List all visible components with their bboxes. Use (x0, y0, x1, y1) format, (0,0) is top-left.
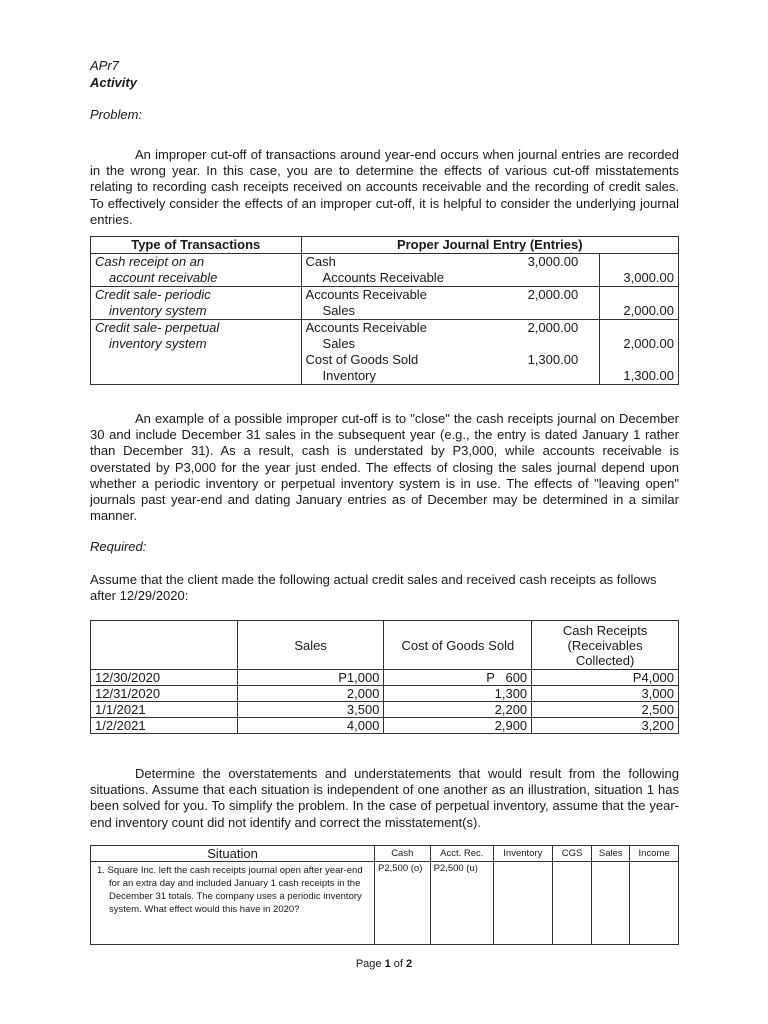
account-name: Cash (305, 254, 336, 269)
header-sales: Sales (592, 846, 630, 862)
journal-entry-row (91, 352, 679, 368)
header-line: Cash Receipts (562, 622, 648, 638)
transaction-type: Cash receipt on an (91, 254, 302, 271)
page-label: Page (355, 958, 385, 970)
problem-heading: Problem: (90, 107, 143, 122)
date: 1/1/2021 (91, 702, 238, 718)
account-name: Accounts Receivable (305, 287, 427, 302)
transaction-type (91, 368, 302, 385)
credit-amount (600, 287, 679, 304)
debit-amount (524, 303, 600, 320)
sales-row (91, 670, 679, 686)
header-sales: Sales (237, 621, 384, 670)
date: 1/2/2021 (91, 718, 238, 734)
header-line: Collected) (575, 652, 635, 668)
problem-paragraph: An improper cut-off of transactions around year-end occurs when journal entries are recorded in the wrong year. In this case, you are to determine the effects of various cut-off misstatements relating to recording cash receipts received on accounts receivable and the recording of credit sales. To effectively consider the effects of an improper cut-off, it is helpful to consider the underlying journal entries. (90, 147, 679, 227)
header-cash-receipts (532, 621, 679, 670)
account-name: Accounts Receivable (301, 270, 524, 287)
journal-entry-table (90, 236, 679, 385)
sales-row (91, 718, 679, 734)
sales-effect (592, 862, 630, 945)
transaction-type: inventory system (91, 303, 302, 320)
cgs-value: 2,900 (384, 718, 532, 734)
credit-amount (600, 320, 679, 337)
page-current: 1 (384, 958, 391, 970)
situation-text: 1. Square Inc. left the cash receipts journal open after year-end for an extra day and included January 1 cash receipts in the December 31 totals. The company uses a periodic inventory system. What effect would this have in 2020? (97, 865, 363, 915)
required-paragraph: Assume that the client made the following actual credit sales and received cash receipts as follows after 12/29/2020: (90, 572, 657, 604)
journal-entry-row (91, 320, 679, 337)
cash-receipts-value: 3,200 (532, 718, 679, 734)
header-proper-journal-entry: Proper Journal Entry (Entries) (301, 237, 678, 254)
journal-entry-row (91, 254, 679, 271)
account-name: Accounts Receivable (305, 320, 427, 335)
debit-amount (524, 270, 600, 287)
debit-amount (524, 336, 600, 352)
document-title: Activity (90, 75, 137, 90)
debit-amount: 3,000.00 (524, 254, 600, 271)
header-income: Income (630, 846, 679, 862)
transaction-type: account receivable (91, 270, 302, 287)
header-date (91, 621, 238, 670)
cash-receipts-value: P4,000 (532, 670, 679, 686)
account-name: Sales (301, 303, 524, 320)
credit-amount: 1,300.00 (600, 368, 679, 385)
transaction-type (91, 352, 302, 368)
debit-amount: 1,300.00 (524, 352, 600, 368)
situation-row (91, 862, 679, 945)
income-effect (630, 862, 679, 945)
cgs-value: 2,200 (384, 702, 532, 718)
page-total: 2 (406, 958, 413, 970)
journal-entry-row (91, 287, 679, 304)
credit-amount: 3,000.00 (600, 270, 679, 287)
required-heading: Required: (90, 539, 147, 554)
journal-entry-row (91, 368, 679, 385)
sales-row (91, 702, 679, 718)
journal-entry-row (91, 336, 679, 352)
date: 12/30/2020 (91, 670, 238, 686)
account-name: Sales (322, 336, 356, 351)
cash-effect: P2,500 (o) (375, 862, 431, 945)
sales-value: P1,000 (237, 670, 384, 686)
account-name: Cost of Goods Sold (305, 352, 419, 367)
situation-text-cell (91, 862, 375, 945)
sales-value: 4,000 (237, 718, 384, 734)
header-acct-rec: Acct. Rec. (430, 846, 493, 862)
debit-amount (524, 368, 600, 385)
sales-value: 3,500 (237, 702, 384, 718)
credit-amount (600, 352, 679, 368)
header-type-of-transactions: Type of Transactions (91, 237, 302, 254)
document-code: APr7 (90, 58, 119, 73)
transaction-type: inventory system (91, 336, 302, 352)
header-inventory: Inventory (493, 846, 552, 862)
debit-amount: 2,000.00 (524, 287, 600, 304)
inventory-effect (493, 862, 552, 945)
page-of-label: of (390, 958, 407, 970)
credit-amount: 2,000.00 (600, 303, 679, 320)
acct-rec-effect: P2,500 (u) (430, 862, 493, 945)
account-name: Inventory (301, 368, 524, 385)
cgs-value: 1,300 (384, 686, 532, 702)
determine-paragraph: Determine the overstatements and understatements that would result from the following situations. Assume that each situation is independent of one another as an illustration, situation 1 has been solved for you. To simplify the problem. In the case of perpetual inventory, assume that the year-end inventory count did not identify and correct the misstatement(s). (90, 766, 679, 830)
header-cgs: Cost of Goods Sold (384, 621, 532, 670)
sales-data-table (90, 620, 679, 734)
date: 12/31/2020 (91, 686, 238, 702)
example-paragraph: An example of a possible improper cut-off is to "close" the cash receipts journal on December 30 and include December 31 sales in the subsequent year (e.g., the entry is dated January 1 rather than December 31). As a result, cash is understated by P3,000, while accounts receivable is overstated by P3,000 for the year just ended. The effects of closing the sales journal depend upon whether a periodic inventory or perpetual inventory system is in use. The effects of "leaving open" journals past year-end and dating January entries as of December may be determined in a similar manner. (90, 411, 679, 524)
sales-value: 2,000 (237, 686, 384, 702)
credit-amount: 2,000.00 (600, 336, 679, 352)
cash-receipts-value: 2,500 (532, 702, 679, 718)
header-situation: Situation (91, 846, 375, 862)
transaction-type: Credit sale- perpetual (91, 320, 302, 337)
header-cash: Cash (375, 846, 431, 862)
credit-amount (600, 254, 679, 271)
debit-amount: 2,000.00 (524, 320, 600, 337)
journal-entry-row (91, 303, 679, 320)
cash-receipts-value: 3,000 (532, 686, 679, 702)
situation-table (90, 845, 679, 945)
journal-entry-row (91, 270, 679, 287)
cgs-effect (552, 862, 592, 945)
transaction-type: Credit sale- periodic (91, 287, 302, 304)
cgs-value: P 600 (384, 670, 532, 686)
page-footer (0, 958, 768, 970)
header-cgs: CGS (552, 846, 592, 862)
sales-row (91, 686, 679, 702)
header-line: (Receivables (567, 637, 643, 653)
